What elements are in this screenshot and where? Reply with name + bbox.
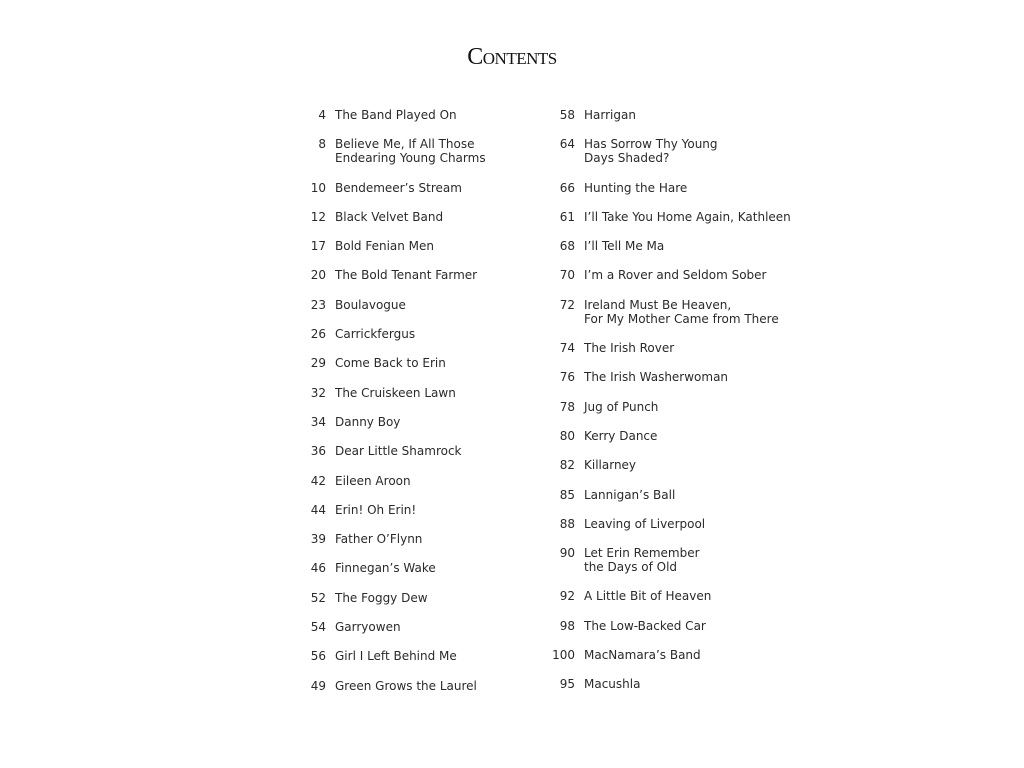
song-title: The Bold Tenant Farmer bbox=[335, 268, 478, 283]
page-number: 64 bbox=[559, 137, 575, 152]
contents-entry bbox=[300, 137, 540, 165]
page-number: 8 bbox=[318, 137, 326, 152]
song-title: The Foggy Dew bbox=[335, 590, 428, 605]
song-title: Father O’Flynn bbox=[335, 532, 423, 547]
page-number: 20 bbox=[310, 268, 326, 283]
page-number: 36 bbox=[310, 444, 326, 459]
contents-entry bbox=[545, 619, 805, 633]
contents-entry bbox=[545, 210, 805, 224]
contents-entry bbox=[300, 503, 540, 517]
page-number: 58 bbox=[559, 108, 575, 122]
song-title: Leaving of Liverpool bbox=[584, 516, 706, 531]
song-title: The Cruiskeen Lawn bbox=[335, 385, 456, 400]
contents-entry bbox=[545, 137, 805, 165]
song-title: Carrickfergus bbox=[335, 327, 416, 342]
contents-entry bbox=[300, 268, 540, 282]
song-title: Garryowen bbox=[335, 620, 401, 635]
contents-right-column bbox=[545, 108, 805, 707]
contents-entry bbox=[300, 415, 540, 429]
page-number: 17 bbox=[310, 239, 326, 254]
song-title: Lannigan’s Ball bbox=[584, 487, 676, 502]
page-number: 72 bbox=[559, 297, 575, 312]
page-number: 39 bbox=[310, 532, 326, 547]
page-title: Contents bbox=[467, 44, 557, 70]
song-title: Hunting the Hare bbox=[584, 180, 688, 195]
contents-entry bbox=[545, 488, 805, 502]
contents-entry bbox=[545, 400, 805, 414]
page-number: 10 bbox=[310, 180, 326, 195]
page-number: 26 bbox=[310, 327, 326, 342]
page-number: 4 bbox=[318, 108, 326, 122]
page-number: 12 bbox=[310, 209, 326, 224]
contents-entry bbox=[300, 679, 540, 693]
page-number: 52 bbox=[310, 590, 326, 605]
song-title: Ireland Must Be Heaven, For My Mother Came from There bbox=[584, 297, 779, 326]
page-number: 44 bbox=[310, 502, 326, 517]
page-number: 88 bbox=[559, 516, 575, 531]
contents-entry bbox=[300, 474, 540, 488]
page-number: 23 bbox=[310, 297, 326, 312]
song-title: Has Sorrow Thy Young Days Shaded? bbox=[584, 137, 718, 166]
page-number: 92 bbox=[559, 589, 575, 604]
page-number: 100 bbox=[552, 648, 575, 663]
song-title: Boulavogue bbox=[335, 297, 406, 312]
page-number: 42 bbox=[310, 473, 326, 488]
song-title: The Irish Rover bbox=[584, 341, 675, 356]
song-title: Eileen Aroon bbox=[335, 473, 411, 488]
song-title: Bendemeer’s Stream bbox=[335, 180, 462, 195]
page-number: 76 bbox=[559, 370, 575, 385]
contents-entry bbox=[300, 620, 540, 634]
song-title: Harrigan bbox=[584, 108, 636, 122]
page-number: 54 bbox=[310, 620, 326, 635]
song-title: The Irish Washerwoman bbox=[584, 370, 729, 385]
page-number: 74 bbox=[559, 341, 575, 356]
page-number: 78 bbox=[559, 399, 575, 414]
song-title: Bold Fenian Men bbox=[335, 239, 435, 254]
song-title: The Band Played On bbox=[335, 108, 457, 122]
page-number: 56 bbox=[310, 649, 326, 664]
page-number: 29 bbox=[310, 356, 326, 371]
contents-entry bbox=[300, 210, 540, 224]
contents-entry bbox=[300, 386, 540, 400]
song-title: Killarney bbox=[584, 458, 637, 473]
contents-entry bbox=[300, 298, 540, 312]
song-title: Let Erin Remember the Days of Old bbox=[584, 546, 700, 575]
contents-entry bbox=[300, 108, 540, 122]
song-title: Girl I Left Behind Me bbox=[335, 649, 457, 664]
song-title: MacNamara’s Band bbox=[584, 648, 701, 663]
contents-entry bbox=[545, 298, 805, 326]
contents-entry bbox=[300, 327, 540, 341]
song-title: I’ll Tell Me Ma bbox=[584, 239, 665, 254]
contents-entry bbox=[545, 108, 805, 122]
page-number: 32 bbox=[310, 385, 326, 400]
page-number: 80 bbox=[559, 428, 575, 443]
contents-entry bbox=[545, 239, 805, 253]
contents-entry bbox=[300, 239, 540, 253]
page-number: 46 bbox=[310, 561, 326, 576]
song-title: Dear Little Shamrock bbox=[335, 444, 462, 459]
contents-entry bbox=[545, 546, 805, 574]
page-number: 95 bbox=[559, 677, 575, 692]
song-title: Come Back to Erin bbox=[335, 356, 446, 371]
song-title: Believe Me, If All Those Endearing Young Charms bbox=[335, 137, 486, 166]
song-title: Finnegan’s Wake bbox=[335, 561, 436, 576]
song-title: Black Velvet Band bbox=[335, 209, 444, 224]
song-title: A Little Bit of Heaven bbox=[584, 589, 712, 604]
contents-entry bbox=[300, 444, 540, 458]
contents-entry bbox=[545, 370, 805, 384]
page-number: 66 bbox=[559, 180, 575, 195]
song-title: I’m a Rover and Seldom Sober bbox=[584, 268, 767, 283]
song-title: Green Grows the Laurel bbox=[335, 678, 477, 693]
contents-entry bbox=[545, 181, 805, 195]
page-number: 85 bbox=[559, 487, 575, 502]
contents-entry bbox=[545, 458, 805, 472]
contents-entry bbox=[300, 181, 540, 195]
contents-entry bbox=[300, 532, 540, 546]
page-number: 82 bbox=[559, 458, 575, 473]
contents-entry bbox=[545, 268, 805, 282]
page-number: 49 bbox=[310, 678, 326, 693]
page-number: 70 bbox=[559, 268, 575, 283]
contents-entry bbox=[300, 649, 540, 663]
song-title: I’ll Take You Home Again, Kathleen bbox=[584, 209, 791, 224]
contents-entry bbox=[545, 429, 805, 443]
song-title: Kerry Dance bbox=[584, 428, 658, 443]
contents-entry bbox=[300, 356, 540, 370]
contents-entry bbox=[545, 517, 805, 531]
page-number: 68 bbox=[559, 239, 575, 254]
page-number: 90 bbox=[559, 546, 575, 561]
contents-entry bbox=[545, 677, 805, 691]
page-number: 98 bbox=[559, 618, 575, 633]
contents-entry bbox=[300, 561, 540, 575]
contents-entry bbox=[545, 589, 805, 603]
song-title: The Low-Backed Car bbox=[584, 618, 706, 633]
song-title: Danny Boy bbox=[335, 414, 401, 429]
song-title: Erin! Oh Erin! bbox=[335, 502, 417, 517]
contents-left-column bbox=[300, 108, 540, 708]
page-number: 61 bbox=[559, 209, 575, 224]
song-title: Macushla bbox=[584, 677, 641, 692]
song-title: Jug of Punch bbox=[584, 399, 659, 414]
contents-entry bbox=[545, 341, 805, 355]
page-number: 34 bbox=[310, 414, 326, 429]
contents-entry bbox=[545, 648, 805, 662]
contents-entry bbox=[300, 591, 540, 605]
